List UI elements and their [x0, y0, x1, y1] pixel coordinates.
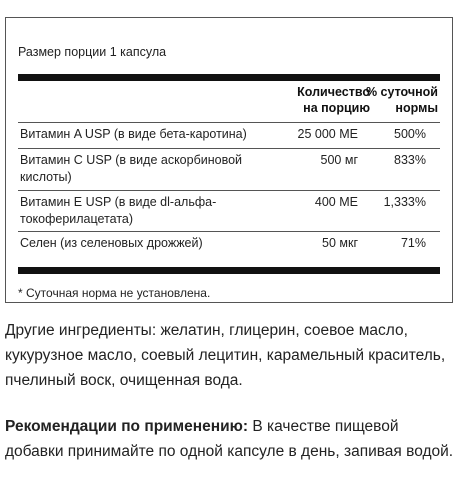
nutrient-daily-value: 1,333%: [383, 195, 426, 209]
header-rule: [18, 122, 440, 123]
nutrient-amount: 25 000 МЕ: [297, 127, 358, 141]
usage-label: Рекомендации по применению:: [5, 418, 249, 435]
top-thick-rule: [18, 74, 440, 81]
nutrient-daily-value: 500%: [394, 127, 426, 141]
other-ingredients: Другие ингредиенты: желатин, глицерин, соевое масло, кукурузное масло, соевый лецитин, карамельный краситель, пчелиный воск, очищенная вода.: [5, 322, 446, 389]
nutrient-daily-value: 71%: [400, 236, 426, 250]
nutrient-amount: 400 МЕ: [314, 195, 358, 209]
nutrient-name: Витамин C USP (в виде аскорбиновой кислоты): [20, 153, 243, 184]
amount-column-header: Количество на порцию: [297, 85, 370, 115]
daily-value-column-header: % суточной нормы: [365, 85, 438, 115]
nutrient-amount: 500 мг: [320, 153, 358, 167]
footnote: * Суточная норма не установлена.: [18, 286, 211, 300]
nutrient-amount: 50 мкг: [322, 236, 358, 250]
usage-text: В качестве пищевой добавки принимайте по одной капсуле в день, запивая водой.: [5, 418, 454, 460]
row-rule: [18, 190, 440, 191]
nutrient-name: Селен (из селеновых дрожжей): [20, 236, 203, 250]
usage-instructions: [5, 414, 455, 464]
row-rule: [18, 231, 440, 232]
nutrient-name: Витамин A USP (в виде бета-каротина): [20, 127, 247, 141]
serving-size: Размер порции 1 капсула: [18, 45, 167, 59]
nutrient-name: Витамин E USP (в виде dl-альфа-токоферилацетата): [20, 195, 217, 226]
row-rule: [18, 148, 440, 149]
nutrient-daily-value: 833%: [394, 153, 426, 167]
bottom-thick-rule: [18, 267, 440, 274]
supplement-facts-panel: [5, 17, 453, 303]
